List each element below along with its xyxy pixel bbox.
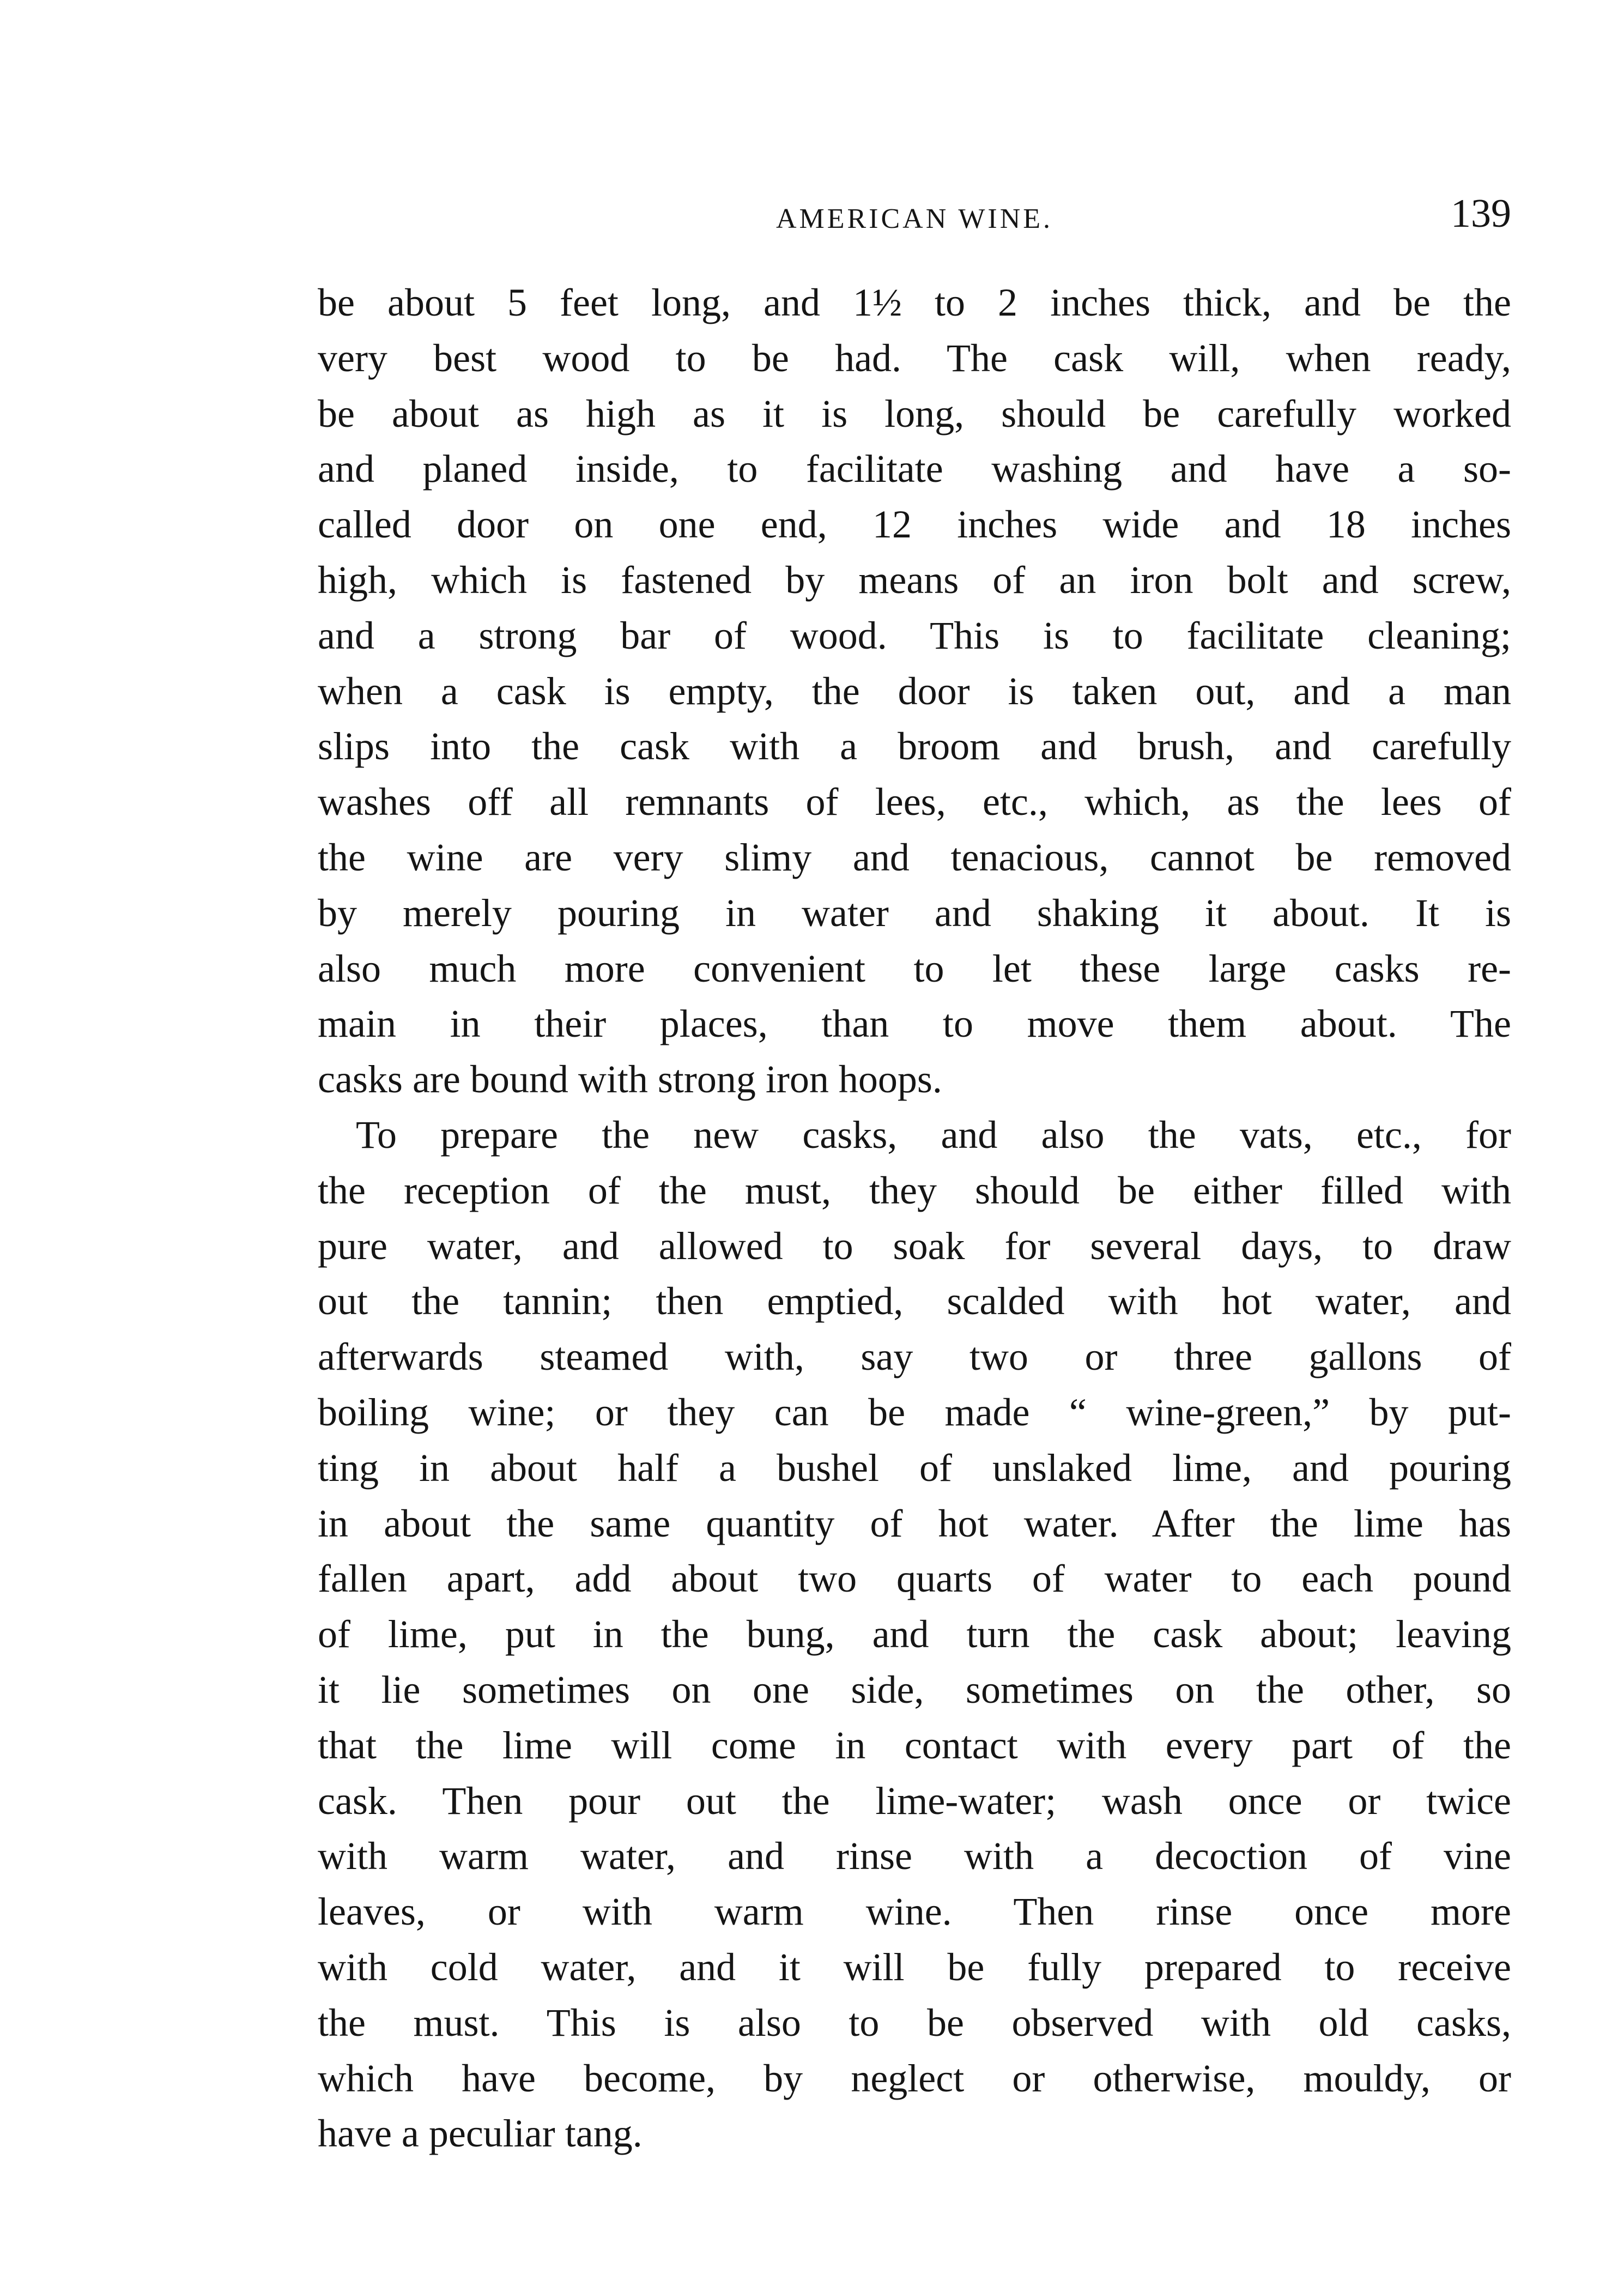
text-line: cask. Then pour out the lime-water; wash once or twice bbox=[318, 1779, 1511, 1823]
page-number: 139 bbox=[1451, 191, 1511, 236]
text-line: high, which is fastened by means of an iron bolt and screw, bbox=[318, 558, 1511, 602]
text-line: called door on one end, 12 inches wide and 18 inches bbox=[318, 503, 1511, 547]
text-line: leaves, or with warm wine. Then rinse once more bbox=[318, 1890, 1511, 1934]
text-line: and a strong bar of wood. This is to facilitate cleaning; bbox=[318, 613, 1511, 657]
text-line: have a peculiar tang. bbox=[318, 2112, 643, 2156]
text-line: with cold water, and it will be fully prepared to receive bbox=[318, 1945, 1511, 1989]
text-line: washes off all remnants of lees, etc., which, as the lees of bbox=[318, 780, 1511, 824]
text-line: and planed inside, to facilitate washing and have a so- bbox=[318, 447, 1511, 491]
text-line: that the lime will come in contact with every part of the bbox=[318, 1723, 1511, 1767]
page-body bbox=[318, 275, 1511, 2162]
text-line: be about as high as it is long, should be carefully worked bbox=[318, 391, 1511, 436]
text-line: the must. This is also to be observed with old casks, bbox=[318, 2000, 1511, 2045]
running-title: AMERICAN WINE. bbox=[775, 203, 1053, 234]
text-line: pure water, and allowed to soak for several days, to draw bbox=[318, 1224, 1511, 1268]
text-line: of lime, put in the bung, and turn the cask about; leaving bbox=[318, 1612, 1511, 1656]
text-line: be about 5 feet long, and 1½ to 2 inches thick, and be the bbox=[318, 281, 1511, 324]
text-line: To prepare the new casks, and also the vats, etc., for bbox=[356, 1112, 1511, 1157]
text-line: out the tannin; then emptied, scalded with hot water, and bbox=[318, 1279, 1511, 1323]
text-line: boiling wine; or they can be made “ wine-green,” by put- bbox=[318, 1390, 1511, 1434]
text-line: with warm water, and rinse with a decoction of vine bbox=[318, 1834, 1511, 1878]
text-line: also much more convenient to let these large casks re- bbox=[318, 946, 1511, 990]
text-line: the reception of the must, they should be either filled with bbox=[318, 1168, 1511, 1212]
text-line: casks are bound with strong iron hoops. bbox=[318, 1057, 942, 1102]
text-line: main in their places, than to move them about. The bbox=[318, 1002, 1511, 1046]
text-line: the wine are very slimy and tenacious, cannot be removed bbox=[318, 835, 1511, 879]
text-line: in about the same quantity of hot water. After the lime has bbox=[318, 1501, 1511, 1545]
text-line: slips into the cask with a broom and brush, and carefully bbox=[318, 724, 1511, 769]
text-line: fallen apart, add about two quarts of water to each pound bbox=[318, 1557, 1511, 1601]
text-line: ting in about half a bushel of unslaked lime, and pouring bbox=[318, 1446, 1511, 1490]
text-line: by merely pouring in water and shaking it about. It is bbox=[318, 891, 1511, 935]
text-line: very best wood to be had. The cask will, when ready, bbox=[318, 336, 1511, 380]
text-line: which have become, by neglect or otherwise, mouldy, or bbox=[318, 2056, 1511, 2100]
text-line: afterwards steamed with, say two or three gallons of bbox=[318, 1335, 1511, 1379]
page-header bbox=[318, 191, 1511, 245]
paragraph bbox=[318, 275, 1511, 1108]
text-line: when a cask is empty, the door is taken out, and a man bbox=[318, 669, 1511, 713]
paragraph bbox=[318, 1108, 1511, 2162]
text-line: it lie sometimes on one side, sometimes on the other, so bbox=[318, 1667, 1511, 1711]
